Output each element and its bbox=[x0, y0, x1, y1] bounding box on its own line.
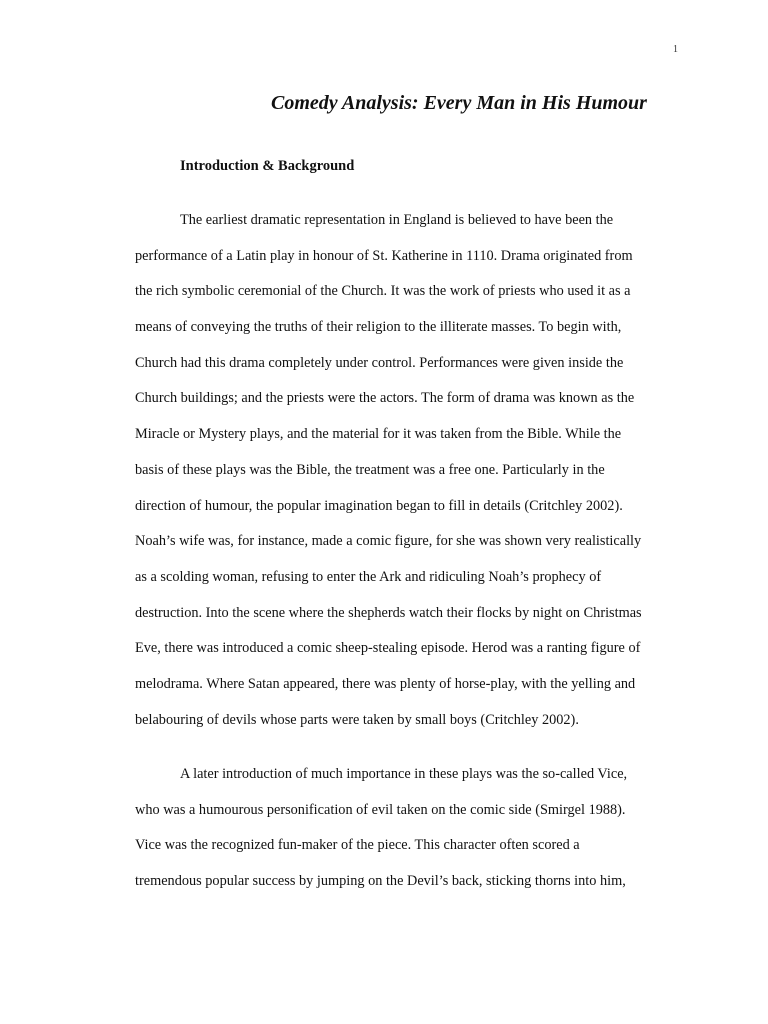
paragraph-line: Church buildings; and the priests were the actors. The form of drama was known as the bbox=[135, 390, 635, 407]
paragraph-2 bbox=[135, 757, 675, 900]
paragraph-line: performance of a Latin play in honour of St. Katherine in 1110. Drama originated from bbox=[135, 247, 633, 264]
paragraph-line: means of conveying the truths of their religion to the illiterate masses. To begin with, bbox=[135, 319, 622, 336]
paragraph-line: the rich symbolic ceremonial of the Church. It was the work of priests who used it as a bbox=[135, 283, 631, 300]
paragraph-line: Church had this drama completely under control. Performances were given inside the bbox=[135, 354, 624, 371]
paragraph-line: Miracle or Mystery plays, and the material for it was taken from the Bible. While the bbox=[135, 426, 622, 443]
page-number: 1 bbox=[673, 44, 678, 55]
paragraph-line: The earliest dramatic representation in England is believed to have been the bbox=[180, 212, 614, 228]
paragraph-line: melodrama. Where Satan appeared, there was plenty of horse-play, with the yelling and bbox=[135, 675, 636, 692]
paragraph-line: Noah’s wife was, for instance, made a comic figure, for she was shown very realistically bbox=[135, 533, 642, 550]
paragraph-line: Vice was the recognized fun-maker of the piece. This character often scored a bbox=[135, 837, 580, 854]
paragraph-line: who was a humourous personification of evil taken on the comic side (Smirgel 1988). bbox=[135, 801, 626, 818]
paragraph-line: belabouring of devils whose parts were taken by small boys (Critchley 2002). bbox=[135, 711, 579, 728]
paragraph-line: direction of humour, the popular imagination began to fill in details (Critchley 2002). bbox=[135, 497, 623, 514]
paragraph-1 bbox=[135, 203, 675, 738]
section-heading: Introduction & Background bbox=[180, 158, 355, 174]
paragraph-line: destruction. Into the scene where the shepherds watch their flocks by night on Christmas bbox=[135, 604, 642, 621]
paragraph-line: A later introduction of much importance in these plays was the so-called Vice, bbox=[180, 766, 628, 782]
paragraph-line: Eve, there was introduced a comic sheep-stealing episode. Herod was a ranting figure of bbox=[135, 640, 641, 657]
paragraph-line: as a scolding woman, refusing to enter the Ark and ridiculing Noah’s prophecy of bbox=[135, 568, 602, 585]
document-title: Comedy Analysis: Every Man in His Humour bbox=[271, 92, 647, 114]
paragraph-line: tremendous popular success by jumping on the Devil’s back, sticking thorns into him, bbox=[135, 873, 626, 890]
paragraph-line: basis of these plays was the Bible, the treatment was a free one. Particularly in the bbox=[135, 461, 605, 478]
